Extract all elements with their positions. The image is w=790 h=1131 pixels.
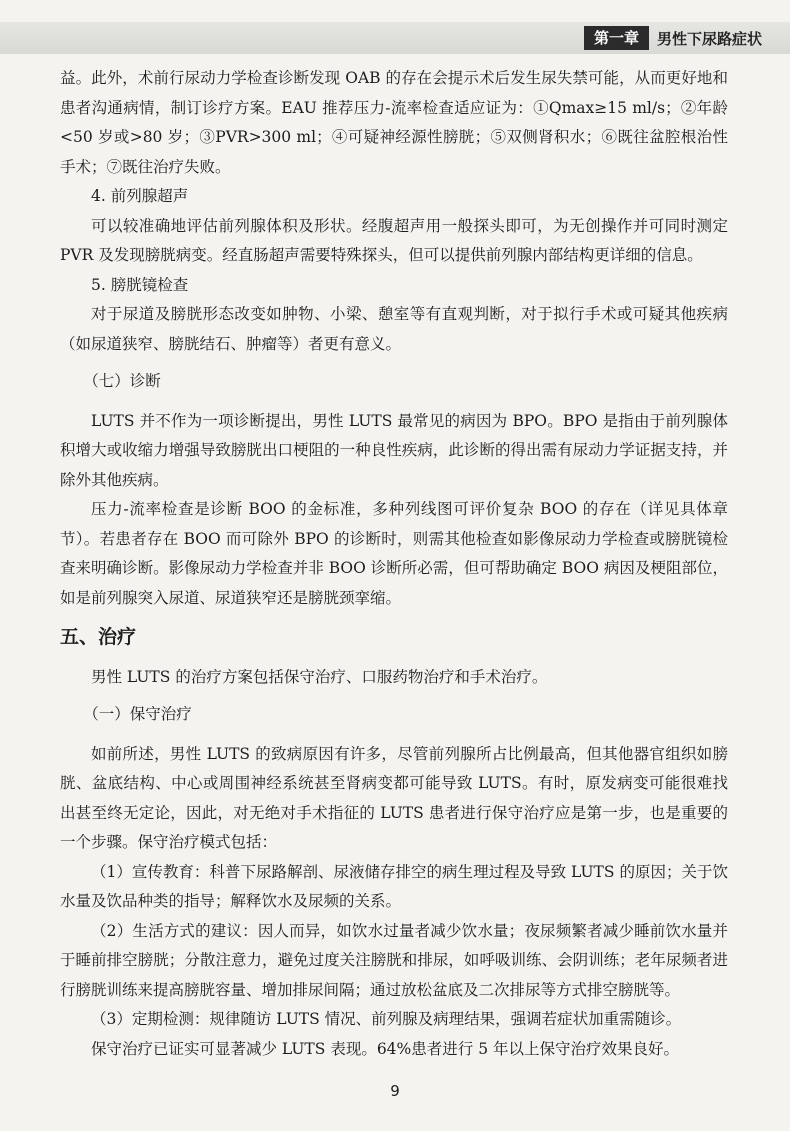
paragraph-treatment-overview: 男性 LUTS 的治疗方案包括保守治疗、口服药物治疗和手术治疗。 xyxy=(91,667,548,686)
list-item-education: （1）宣传教育：科普下尿路解剖、尿液储存排空的病生理过程及导致 LUTS 的原因；关于饮水量及饮品种类的指导；解释饮水及尿频的关系。 xyxy=(60,862,728,910)
subheading-cystoscopy: 5. 膀胱镜检查 xyxy=(91,275,189,294)
paragraph-oab-eau: 益。此外，术前行尿动力学检查诊断发现 OAB 的存在会提示术后发生尿失禁可能，从而更好地和患者沟通病情，制订诊疗方案。EAU 推荐压力-流率检查适应证为：①Qmax≥15 ml/s；②年龄<50 岁或>80 岁；③PVR>300 ml；④可疑神经源性膀胱；⑤双侧肾积水；⑥既往盆腔根治性手术；⑦既往治疗失败。 xyxy=(60,69,728,176)
heading-conservative-treatment: （一）保守治疗 xyxy=(83,705,192,723)
chapter-label: 第一章 xyxy=(584,26,649,50)
page-number: 9 xyxy=(390,1082,400,1100)
paragraph-prostate-ultrasound: 可以较准确地评估前列腺体积及形状。经腹超声用一般探头即可，为无创操作并可同时测定 PVR 及发现膀胱病变。经直肠超声需要特殊探头，但可以提供前列腺内部结构更详细的信息。 xyxy=(60,216,728,264)
chapter-title: 男性下尿路症状 xyxy=(656,29,762,48)
heading-diagnosis: （七）诊断 xyxy=(83,372,161,390)
paragraph-cystoscopy: 对于尿道及膀胱形态改变如肿物、小梁、憩室等有直观判断，对于拟行手术或可疑其他疾病（如尿道狭窄、膀胱结石、肿瘤等）者更有意义。 xyxy=(60,305,728,353)
list-item-monitoring: （3）定期检测：规律随访 LUTS 情况、前列腺及病理结果，强调若症状加重需随诊。 xyxy=(91,1010,682,1028)
running-header xyxy=(584,22,762,54)
paragraph-conservative-intro: 如前所述，男性 LUTS 的致病原因有许多，尽管前列腺所占比例最高，但其他器官组织如膀胱、盆底结构、中心或周围神经系统甚至肾病变都可能导致 LUTS。有时，原发病变可能很难找出甚至终无定论，因此，对无绝对手术指征的 LUTS 患者进行保守治疗应是第一步，也是重要的一个步骤。保守治疗模式包括： xyxy=(60,744,728,851)
list-item-lifestyle: （2）生活方式的建议：因人而异，如饮水过量者减少饮水量；夜尿频繁者减少睡前饮水量并于睡前排空膀胱；分散注意力，避免过度关注膀胱和排尿，如呼吸训练、会阴训练；老年尿频者进行膀胱训练来提高膀胱容量、增加排尿间隔；通过放松盆底及二次排尿等方式排空膀胱等。 xyxy=(60,921,728,999)
page-body xyxy=(60,64,728,1064)
paragraph-diagnosis-boo: 压力-流率检查是诊断 BOO 的金标准，多种列线图可评价复杂 BOO 的存在（详见具体章节）。若患者存在 BOO 而可除外 BPO 的诊断时，则需其他检查如影像尿动力学检查或膀胱镜检查来明确诊断。影像尿动力学检查并非 BOO 诊断所必需，但可帮助确定 BOO 病因及梗阻部位，如是前列腺突入尿道、尿道狭窄还是膀胱颈挛缩。 xyxy=(60,500,728,607)
paragraph-conservative-outcome: 保守治疗已证实可显著减少 LUTS 表现。64%患者进行 5 年以上保守治疗效果良好。 xyxy=(91,1039,679,1058)
paragraph-diagnosis-bpo: LUTS 并不作为一项诊断提出，男性 LUTS 最常见的病因为 BPO。BPO 是指由于前列腺体积增大或收缩力增强导致膀胱出口梗阻的一种良性疾病，此诊断的得出需有尿动力学证据支持，并除外其他疾病。 xyxy=(60,411,728,489)
subheading-prostate-ultrasound: 4. 前列腺超声 xyxy=(91,187,189,205)
section-heading-treatment: 五、治疗 xyxy=(60,626,137,648)
